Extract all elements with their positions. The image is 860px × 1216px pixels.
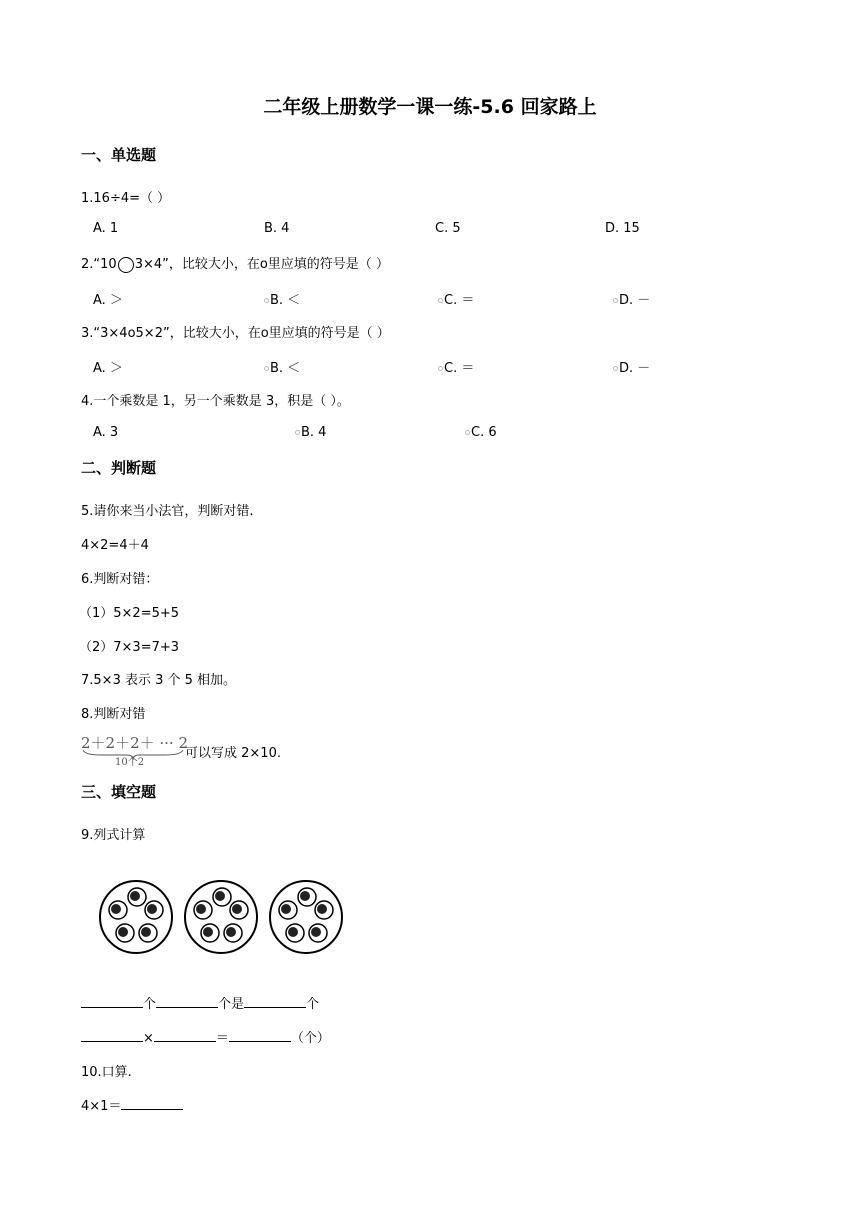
q1-option-d[interactable]: D. 15: [605, 221, 640, 236]
section-heading-fill-blank: 三、填空题: [81, 783, 157, 801]
q2-option-c-label: C. ＝: [444, 293, 475, 308]
q1-option-b[interactable]: B. 4: [264, 221, 290, 236]
q4-option-b[interactable]: [295, 425, 326, 440]
q9-word-ge-shi: 个是: [218, 997, 245, 1012]
radio-dot-icon: [264, 366, 269, 371]
question-2-stem: [81, 253, 389, 273]
q2-stem-start: 2.“10: [81, 257, 117, 272]
answer-blank[interactable]: [244, 995, 306, 1008]
q9-unit: （个）: [290, 1031, 330, 1046]
q9-word-ge-1: 个: [143, 997, 157, 1012]
q2-stem-end: 3×4”，比较大小，在o里应填的符号是（ ）: [134, 257, 389, 272]
radio-dot-icon: [438, 298, 443, 303]
q2-option-b[interactable]: [264, 289, 300, 308]
question-9-line-2: [81, 1027, 330, 1046]
q3-option-a[interactable]: A. ＞: [93, 361, 123, 376]
question-5-statement: 4×2=4＋4: [81, 538, 149, 553]
radio-dot-icon: [465, 430, 470, 435]
q4-option-b-label: B. 4: [301, 425, 327, 440]
q4-option-c[interactable]: [465, 425, 497, 440]
question-5-stem: 5.请你来当小法官，判断对错.: [81, 504, 254, 519]
q8-brace-label: 10个2: [115, 757, 145, 768]
answer-blank[interactable]: [81, 995, 143, 1008]
question-6-stem: 6.判断对错：: [81, 572, 159, 587]
q3-option-d-label: D. －: [619, 361, 651, 376]
question-1-stem: 1.16÷4=（ ）: [81, 191, 171, 206]
section-heading-single-choice: 一、单选题: [81, 146, 157, 164]
compare-circle-icon: [118, 257, 134, 273]
question-6-item-2: （2）7×3=7+3: [79, 640, 180, 655]
radio-dot-icon: [613, 366, 618, 371]
answer-blank[interactable]: [156, 995, 218, 1008]
bead-group-3: [270, 881, 342, 953]
page-title: 二年级上册数学一课一练-5.6 回家路上: [263, 96, 597, 118]
q3-option-b[interactable]: [264, 357, 300, 376]
answer-blank[interactable]: [121, 1097, 183, 1110]
q2-option-a[interactable]: A. ＞: [93, 293, 123, 308]
question-9-stem: 9.列式计算: [81, 828, 146, 843]
question-7-stem: 7.5×3 表示 3 个 5 相加。: [81, 673, 237, 688]
bead-groups-image: [97, 877, 347, 957]
q9-times-sign: ×: [143, 1031, 154, 1046]
q10-expression: 4×1＝: [81, 1099, 122, 1114]
question-8-stem: 8.判断对错: [81, 707, 146, 722]
q1-option-a[interactable]: A. 1: [93, 221, 119, 236]
answer-blank[interactable]: [154, 1029, 216, 1042]
q3-option-c-label: C. ＝: [444, 361, 475, 376]
radio-dot-icon: [264, 298, 269, 303]
radio-dot-icon: [295, 430, 300, 435]
q3-option-c[interactable]: [438, 357, 474, 376]
q3-option-b-label: B. ＜: [270, 361, 301, 376]
question-10-line: [81, 1095, 183, 1114]
q4-option-c-label: C. 6: [471, 425, 497, 440]
q2-option-c[interactable]: [438, 289, 474, 308]
bead-group-1: [100, 881, 172, 953]
question-10-stem: 10.口算.: [81, 1065, 132, 1080]
question-9-line-1: [81, 993, 319, 1012]
answer-blank[interactable]: [229, 1029, 291, 1042]
question-3-stem: 3.“3×4o5×2”，比较大小，在o里应填的符号是（ ）: [81, 326, 390, 341]
radio-dot-icon: [613, 298, 618, 303]
q2-option-d-label: D. －: [619, 293, 651, 308]
q9-word-ge-2: 个: [306, 997, 320, 1012]
q4-option-a[interactable]: A. 3: [93, 425, 119, 440]
bead-group-2: [185, 881, 257, 953]
question-6-item-1: （1）5×2=5+5: [79, 606, 180, 621]
q8-statement-tail: 可以写成 2×10.: [185, 746, 281, 761]
question-4-stem: 4.一个乘数是 1，另一个乘数是 3，积是（ ）。: [81, 394, 350, 409]
q2-option-d[interactable]: [613, 289, 650, 308]
q3-option-d[interactable]: [613, 357, 650, 376]
q8-sum-expression: 2＋2＋2＋ ··· 2: [81, 734, 189, 752]
answer-blank[interactable]: [81, 1029, 143, 1042]
q2-option-b-label: B. ＜: [270, 293, 301, 308]
q9-equals-sign: ＝: [215, 1031, 229, 1046]
q1-option-c[interactable]: C. 5: [435, 221, 461, 236]
radio-dot-icon: [438, 366, 443, 371]
section-heading-true-false: 二、判断题: [81, 459, 157, 477]
